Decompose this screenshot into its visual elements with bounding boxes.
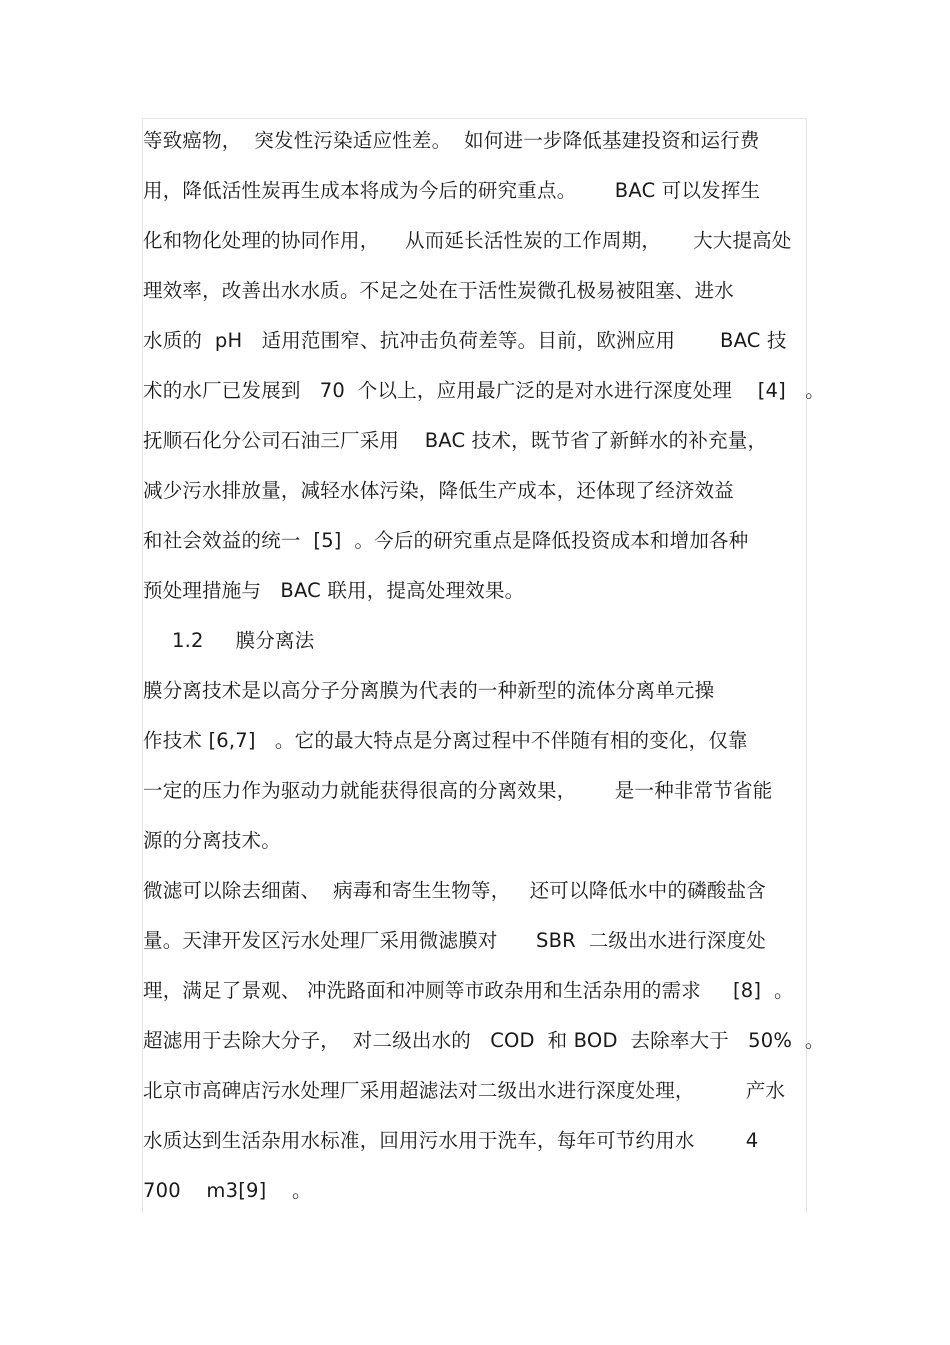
paragraph-line: 预处理措施与 BAC 联用，提高处理效果。 [143,579,525,602]
paragraph-line: 理，满足了景观、 冲洗路面和冲厕等市政杂用和生活杂用的需求 [8] 。 [143,979,794,1002]
paragraph-line: 化和物化处理的协同作用， 从而延长活性炭的工作周期， 大大提高处 [143,229,792,252]
paragraph-line: 水质达到生活杂用水标准，回用污水用于洗车，每年可节约用水 4 [143,1129,759,1152]
paragraph-line: 作技术 [6,7] 。它的最大特点是分离过程中不伴随有相的变化，仅靠 [143,729,748,752]
paragraph-line: 源的分离技术。 [143,829,281,852]
paragraph-line: 北京市高碑店污水处理厂采用超滤法对二级出水进行深度处理， 产水 [143,1079,786,1102]
paragraph-line: 抚顺石化分公司石油三厂采用 BAC 技术，既节省了新鲜水的补充量， [143,429,768,452]
paragraph-line: 理效率，改善出水水质。不足之处在于活性炭微孔极易被阻塞、进水 [143,279,735,302]
paragraph-line: 量。天津开发区污水处理厂采用微滤膜对 SBR 二级出水进行深度处 [143,929,766,952]
paragraph-line: 等致癌物， 突发性污染适应性差。 如何进一步降低基建投资和运行费 [143,129,760,152]
paragraph-line: 术的水厂已发展到 70 个以上，应用最广泛的是对水进行深度处理 [4] 。 [143,379,825,402]
paragraph-line: 用，降低活性炭再生成本将成为今后的研究重点。 BAC 可以发挥生 [143,179,761,202]
paragraph-line: 微滤可以除去细菌、 病毒和寄生生物等， 还可以降低水中的磷酸盐含 [143,879,766,902]
paragraph-line: 700 m3[9] 。 [143,1179,312,1202]
section-heading: 1.2 膜分离法 [172,629,315,652]
page-border-top [142,118,807,119]
paragraph-line: 和社会效益的统一 [5] 。今后的研究重点是降低投资成本和增加各种 [143,529,749,552]
paragraph-line: 膜分离技术是以高分子分离膜为代表的一种新型的流体分离单元操 [143,679,715,702]
paragraph-line: 减少污水排放量，减轻水体污染，降低生产成本，还体现了经济效益 [143,479,735,502]
paragraph-line: 水质的 pH 适用范围窄、抗冲击负荷差等。目前，欧洲应用 BAC 技 [143,329,787,352]
paragraph-line: 超滤用于去除大分子， 对二级出水的 COD 和 BOD 去除率大于 50% 。 [143,1029,825,1052]
paragraph-line: 一定的压力作为驱动力就能获得很高的分离效果， 是一种非常节省能 [143,779,773,802]
